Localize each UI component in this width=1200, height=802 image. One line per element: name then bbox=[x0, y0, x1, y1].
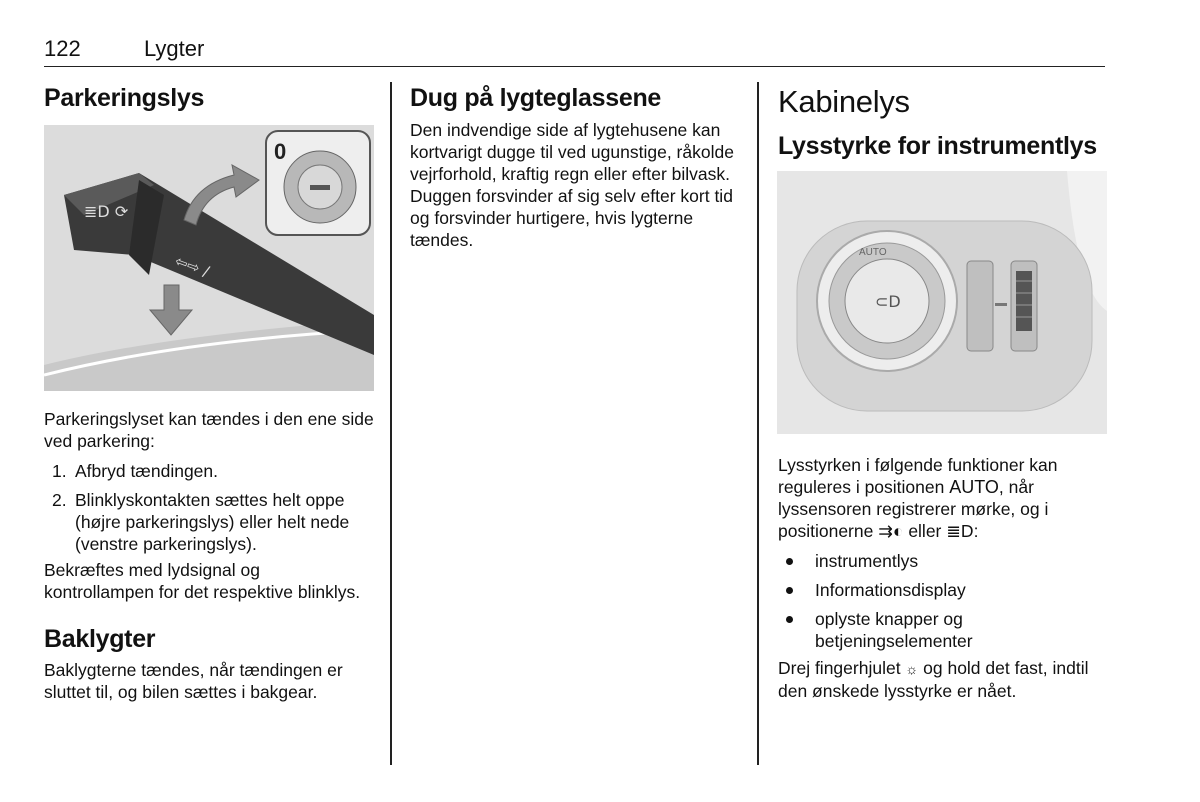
svg-text:⇦⇨ /: ⇦⇨ / bbox=[172, 251, 212, 281]
list-item: Informationsdisplay bbox=[778, 579, 1108, 601]
heading-interior-lights: Kabinelys bbox=[778, 84, 910, 119]
parking-steps bbox=[44, 460, 374, 555]
section-title: Lygter bbox=[144, 36, 205, 61]
list-item: 2. Blinklyskontakten sættes helt oppe (højre parkeringslys) eller helt nede (venstre parkeringslys). bbox=[52, 490, 350, 554]
heading-parking-lights: Parkeringslys bbox=[44, 84, 205, 112]
lights-on-icon: ⇉◐ bbox=[878, 521, 904, 541]
reverse-text: Baklygterne tændes, når tændingen er sluttet til, og bilen sættes i bakgear. bbox=[44, 660, 343, 702]
thumbwheel-instruction: Drej fingerhjulet ☼ og hold det fast, indtil den ønskede lysstyrke er nået. bbox=[778, 658, 1089, 701]
brightness-functions bbox=[778, 550, 1108, 652]
column-interior-lights bbox=[778, 84, 1108, 702]
heading-reverse-lights: Baklygter bbox=[44, 625, 156, 653]
page-header bbox=[44, 36, 1105, 67]
column-fogged-lenses bbox=[410, 84, 740, 251]
column-divider-1 bbox=[390, 82, 392, 765]
heading-instrument-brightness: Lysstyrke for instrumentlys bbox=[778, 132, 1097, 160]
parking-intro: Parkeringslyset kan tændes i den ene side ved parkering: bbox=[44, 409, 374, 451]
turn-signal-lever-illustration bbox=[44, 125, 374, 391]
fogged-lenses-text: Den indvendige side af lygtehusene kan kortvarigt dugge til ved ugunstige, råkolde vejrforhold, kraftig regn eller efter bilvask. Duggen forsvinder af sig selv efter kort tid og forsvinder hurtigere, hvis lygterne tændes. bbox=[410, 120, 734, 250]
column-parking-lights bbox=[44, 84, 374, 703]
switch-position-label: 0 bbox=[274, 139, 287, 164]
heading-fogged-lenses: Dug på lygteglassene bbox=[410, 84, 662, 112]
page-number: 122 bbox=[44, 36, 81, 61]
parking-confirm: Bekræftes med lydsignal og kontrollampen for det respektive blinklys. bbox=[44, 560, 361, 602]
svg-text:≣D ⟳: ≣D ⟳ bbox=[84, 202, 129, 221]
auto-label: AUTO bbox=[859, 247, 887, 258]
brightness-intro: Lysstyrken i følgende funktioner kan reguleres i positionen AUTO, når lyssensoren registrerer mørke, og i positionerne ⇉◐ eller ≣D: bbox=[778, 455, 1058, 541]
svg-text:⊂D: ⊂D bbox=[875, 292, 901, 311]
column-divider-2 bbox=[757, 82, 759, 765]
list-item: oplyste knapper og betjeningselementer bbox=[778, 608, 1108, 652]
auto-text: AUTO bbox=[949, 477, 999, 497]
list-item: instrumentlys bbox=[778, 550, 1108, 572]
headlight-icon: ≣D bbox=[946, 521, 974, 541]
list-item: 1. Afbryd tændingen. bbox=[52, 461, 219, 481]
thumbwheel-icon: ☼ bbox=[905, 661, 919, 677]
light-switch-illustration bbox=[777, 171, 1107, 434]
